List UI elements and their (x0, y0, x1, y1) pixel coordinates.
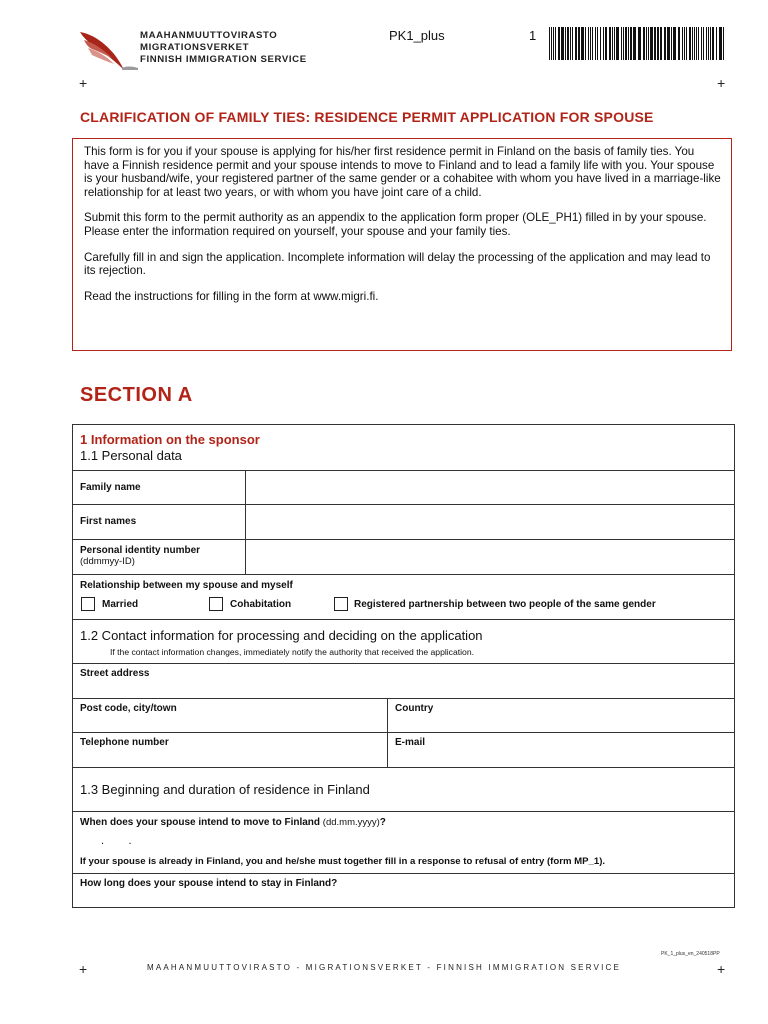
logo-line-sv: MIGRATIONSVERKET (140, 42, 250, 53)
registered-partnership-option-label: Registered partnership between two people of the same gender (354, 599, 656, 610)
relationship-label: Relationship between my spouse and myself (80, 580, 293, 591)
form-code: PK1_plus (389, 28, 445, 43)
instructions-paragraph: This form is for you if your spouse is applying for his/her first residence permit in Finland on the basis of family ties. You have a Finnish residence permit and your spouse intends to move to Finland and to lead a family life with you. Your spouse is your husband/wife, your registered partner of the same gender or a cohabitee with whom you have lived in a marriage-like relationship for at least two years, or with whom you have joint care of a child. (84, 145, 721, 199)
bird-logo-icon (78, 28, 140, 72)
logo-text (140, 30, 307, 66)
family-name-row (73, 470, 734, 504)
move-date-question (80, 817, 386, 828)
residence-duration-header-row (73, 767, 734, 811)
cohabitation-option-label: Cohabitation (230, 599, 292, 610)
barcode-icon (549, 27, 727, 60)
finnish-immigration-service-logo (78, 28, 308, 72)
footer-form-code: PK_1_plus_en_240518PP (661, 951, 720, 957)
section-1-heading: 1 Information on the sponsor (80, 432, 260, 447)
first-names-input[interactable] (253, 511, 727, 533)
pin-label (80, 545, 200, 567)
pin-label-text: Personal identity number (80, 545, 201, 556)
date-format-hint: (dd.mm.yyyy) (322, 817, 380, 828)
email-label: E-mail (395, 737, 426, 748)
move-date-question-text: When does your spouse intend to move to Finland (80, 817, 321, 828)
cohabitation-checkbox[interactable] (209, 597, 223, 611)
section-1-3-heading: 1.3 Beginning and duration of residence in Finland (80, 782, 370, 797)
postcode-city-label: Post code, city/town (80, 703, 177, 714)
contact-info-header-row (73, 619, 734, 663)
email-input[interactable] (395, 749, 729, 767)
country-input[interactable] (395, 715, 729, 733)
stay-duration-question: How long does your spouse intend to stay in Finland? (80, 878, 338, 889)
telephone-label: Telephone number (80, 737, 169, 748)
contact-change-note: If the contact information changes, immediately notify the authority that received the application. (110, 647, 475, 657)
street-address-label: Street address (80, 668, 150, 679)
date-separator: . . (101, 835, 132, 847)
family-name-label: Family name (80, 482, 141, 493)
phone-email-row (73, 732, 734, 767)
crop-mark-icon: + (717, 75, 726, 91)
instructions-paragraph: Carefully fill in and sign the application. Incomplete information will delay the processing of the application and may lead to its rejection. (84, 250, 711, 278)
personal-identity-number-row (73, 539, 734, 574)
refusal-of-entry-note: If your spouse is already in Finland, you and he/she must together fill in a response to refusal of entry (form MP_1). (80, 856, 606, 867)
section-1-1-heading: 1.1 Personal data (80, 448, 182, 463)
footer-agency-names: MAAHANMUUTTOVIRASTO - MIGRATIONSVERKET - FINNISH IMMIGRATION SERVICE (146, 963, 622, 972)
move-date-input[interactable] (80, 832, 224, 850)
street-address-input[interactable] (80, 680, 724, 698)
registered-partnership-checkbox[interactable] (334, 597, 348, 611)
crop-mark-icon: + (79, 75, 88, 91)
relationship-row (73, 574, 734, 619)
sponsor-information-form (72, 424, 735, 908)
married-checkbox[interactable] (81, 597, 95, 611)
form-title: CLARIFICATION OF FAMILY TIES: RESIDENCE PERMIT APPLICATION FOR SPOUSE (80, 109, 654, 125)
postcode-city-input[interactable] (80, 715, 384, 733)
page-number: 1 (529, 28, 537, 43)
married-option-label: Married (102, 599, 139, 610)
section-title: SECTION A (80, 384, 193, 406)
crop-mark-icon: + (79, 961, 88, 977)
crop-mark-icon: + (717, 961, 726, 977)
question-mark: ? (379, 817, 386, 828)
stay-duration-input[interactable] (80, 890, 724, 908)
telephone-input[interactable] (80, 749, 384, 767)
postcode-country-row (73, 698, 734, 732)
instructions-link-paragraph: Read the instructions for filling in the form at www.migri.fi. (84, 289, 379, 303)
logo-line-en: FINNISH IMMIGRATION SERVICE (140, 54, 307, 65)
section-1-2-heading: 1.2 Contact information for processing and deciding on the application (80, 628, 483, 643)
move-date-row (73, 811, 734, 873)
family-name-input[interactable] (253, 477, 727, 499)
pin-format-hint: (ddmmyy-ID) (80, 556, 135, 567)
instructions-paragraph: Submit this form to the permit authority as an appendix to the application form proper (OLE_PH1) filled in by your spouse. Please enter the information required on yourself, your spouse and your family ties. (84, 211, 707, 238)
first-names-label: First names (80, 516, 137, 527)
logo-line-fi: MAAHANMUUTTOVIRASTO (140, 30, 278, 41)
personal-identity-number-input[interactable] (253, 546, 727, 568)
country-label: Country (395, 703, 434, 714)
instructions-box (72, 138, 732, 351)
street-address-row (73, 663, 734, 698)
stay-duration-row (73, 873, 734, 908)
first-names-row (73, 504, 734, 539)
